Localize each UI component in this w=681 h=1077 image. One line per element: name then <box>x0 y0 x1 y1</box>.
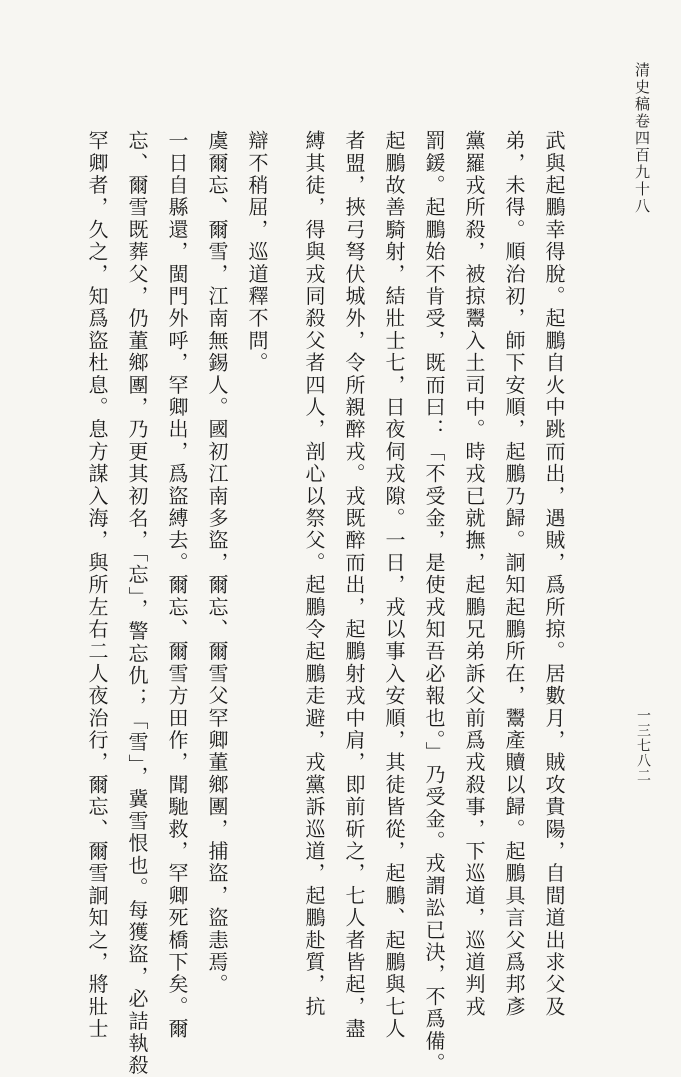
text-column: 罰鍰。起鵬始不肯受，既而曰：「不受金，是使戎知吾必報也。」乃受金。戎謂訟已決，不爲備。 <box>422 130 446 1075</box>
text-column: 辯不稍屈，巡道釋不問。 <box>245 130 269 375</box>
text-column: 弟，未得。順治初，師下安順，起鵬乃歸。詗知起鵬所在，鬻產贖以歸。起鵬具言父爲邦彥 <box>502 130 526 1018</box>
text-column: 忘、爾雪既葬父，仍董鄉團，乃更其初名，「忘」，警忘仇；「雪」，冀雪恨也。每獲盜，必詰執殺 <box>125 130 149 1077</box>
text-column: 武與起鵬幸得脫。起鵬自火中跳而出，遇賊，爲所掠。居數月，賊攻貴陽，自間道出求父及 <box>542 130 566 1018</box>
text-column: 虞爾忘、爾雪，江南無錫人。國初江南多盜，爾忘、爾雪父罕卿董鄉團，捕盜，盜恚焉。 <box>205 130 229 996</box>
text-column: 罕卿者，久之，知爲盜杜息。息方謀入海，與所左右二人夜治行，爾忘、爾雪詗知之，將壯士 <box>85 130 109 1041</box>
running-header-title: 清史稿卷四百九十八 <box>633 62 651 215</box>
page-number: 一三七八二 <box>635 708 651 783</box>
text-column: 者盟，挾弓弩伏城外，令所親醉戎。戎既醉而出，起鵬射戎中肩，即前斫之，七人者皆起，盡 <box>342 130 366 1041</box>
text-column: 一日自縣還，閩門外呼，罕卿出，爲盜縛去。爾忘、爾雪方田作，聞馳救，罕卿死橋下矣。爾 <box>165 130 189 1041</box>
text-column: 起鵬故善騎射，結壯士七，日夜伺戎隙。一日，戎以事入安順，其徒皆從，起鵬、起鵬與七人 <box>382 130 406 1041</box>
text-column: 黨羅戎所殺，被掠鬻入土司中。時戎已就撫，起鵬兄弟訴父前爲戎殺事，下巡道，巡道判戎 <box>462 130 486 1018</box>
text-column: 縛其徒，得與戎同殺父者四人，剖心以祭父。起鵬令起鵬走避，戎黨訴巡道，起鵬赴質，抗 <box>302 130 326 1018</box>
